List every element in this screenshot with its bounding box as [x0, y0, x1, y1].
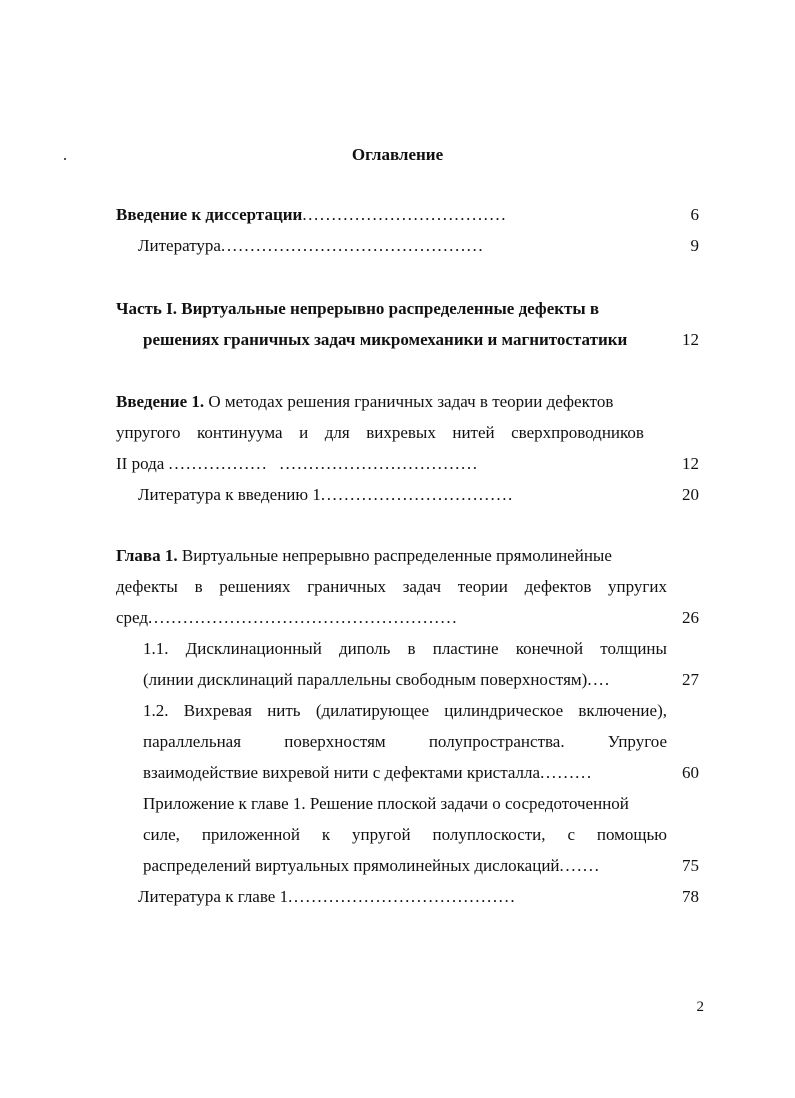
word: континуума — [197, 423, 283, 442]
toc-text-app1-cont: распределений виртуальных прямолинейных дислокаций — [143, 856, 560, 875]
word: полуплоскости, — [432, 825, 546, 844]
word: с — [567, 825, 575, 844]
toc-text-ch1-cont: сред — [116, 608, 149, 627]
leader-dots: ................. .................................. — [168, 454, 479, 473]
toc-line-intro-diss — [116, 199, 507, 230]
toc-line-lit — [138, 230, 484, 261]
word: включение), — [578, 701, 667, 720]
leader-dots: ....................................... — [288, 887, 517, 906]
toc-text-ch1: Виртуальные непрерывно распределенные прямолинейные — [177, 546, 612, 565]
word: вихревых — [366, 423, 436, 442]
word: для — [324, 423, 350, 442]
toc-text-s11: (линии дисклинаций параллельны свободным поверхностям) — [143, 670, 588, 689]
toc-heading-intro-diss: Введение к диссертации — [116, 205, 303, 224]
toc-line-ch1-1 — [116, 540, 612, 571]
leader-dots: ................................... — [302, 205, 508, 224]
word: дефекты — [116, 577, 178, 596]
toc-line-s12-3 — [143, 757, 593, 788]
page-ref-lit: 9 — [690, 236, 699, 255]
word: в — [194, 577, 203, 596]
word: нить — [267, 701, 301, 720]
word: Дисклинационный — [185, 639, 322, 658]
word: задач — [402, 577, 442, 596]
toc-heading-part1: Часть I. Виртуальные непрерывно распределенные дефекты в — [116, 299, 600, 318]
leader-dots: ................................. — [320, 485, 514, 504]
toc-line-intro1-2 — [116, 417, 644, 448]
leader-dots: ..................................................... — [148, 608, 459, 627]
toc-line-part1-1 — [116, 293, 599, 324]
toc-line-part1-2 — [143, 324, 627, 355]
word: решениях — [219, 577, 291, 596]
toc-line-ch1-2 — [116, 571, 667, 602]
word: цилиндрическое — [444, 701, 564, 720]
page-ref-intro-diss: 6 — [690, 205, 699, 224]
word: граничных — [307, 577, 386, 596]
page-number: 2 — [696, 999, 704, 1015]
word: нитей — [452, 423, 495, 442]
toc-line-s12-2 — [143, 726, 667, 757]
toc-line-intro1-1 — [116, 386, 613, 417]
word: (дилатирующее — [315, 701, 430, 720]
leader-dots: ....... — [559, 856, 601, 875]
leader-dots: ......... — [540, 763, 593, 782]
word: теории — [457, 577, 508, 596]
toc-line-lit-ch1 — [138, 881, 516, 912]
toc-text-intro1: О методах решения граничных задач в теории дефектов — [204, 392, 614, 411]
word: Вихревая — [183, 701, 252, 720]
toc-line-app1-3 — [143, 850, 600, 881]
toc-heading-ch1: Глава 1. — [116, 546, 178, 565]
word: и — [299, 423, 309, 442]
toc-line-s11-2 — [143, 664, 611, 695]
word: 1.1. — [143, 639, 169, 658]
toc-line-app1-2 — [143, 819, 667, 850]
toc-line-ch1-3 — [116, 602, 458, 633]
page-ref-part1: 12 — [682, 330, 699, 349]
word: силе, — [143, 825, 180, 844]
toc-line-intro1-3 — [116, 448, 479, 479]
word: упругих — [608, 577, 667, 596]
toc-text-s12: взаимодействие вихревой нити с дефектами кристалла — [143, 763, 541, 782]
toc-line-s12-1 — [143, 695, 667, 726]
leader-dots: .... — [587, 670, 611, 689]
toc-text-intro1-cont: II рода — [116, 454, 165, 473]
word: к — [321, 825, 331, 844]
toc-heading-intro1: Введение 1. — [116, 392, 205, 411]
leader-dots: ............................................. — [220, 236, 485, 255]
word: дефектов — [524, 577, 592, 596]
word: упругого — [116, 423, 181, 442]
word: 1.2. — [143, 701, 169, 720]
word: пластине — [432, 639, 499, 658]
word: сверхпроводников — [511, 423, 644, 442]
page-title: Оглавление — [351, 145, 444, 164]
page-ref-app1: 75 — [682, 856, 699, 875]
toc-text-lit: Литература — [138, 236, 221, 255]
page-ref-lit-intro1: 20 — [682, 485, 699, 504]
toc-text-lit-intro1: Литература к введению 1 — [138, 485, 321, 504]
word: поверхностям — [284, 732, 386, 751]
word: упругой — [352, 825, 411, 844]
word: полупространства. — [428, 732, 565, 751]
word: помощью — [596, 825, 667, 844]
word: параллельная — [143, 732, 242, 751]
toc-text-lit-ch1: Литература к главе 1 — [138, 887, 289, 906]
page-ref-ch1: 26 — [682, 608, 699, 627]
toc-line-app1-1 — [143, 788, 629, 819]
word: приложенной — [201, 825, 300, 844]
page-ref-s12: 60 — [682, 763, 699, 782]
word: Упругое — [607, 732, 667, 751]
word: в — [407, 639, 416, 658]
word: диполь — [338, 639, 391, 658]
toc-text-app1: Приложение к главе 1. Решение плоской задачи о сосредоточенной — [143, 794, 629, 813]
page-ref-intro1: 12 — [682, 454, 699, 473]
toc-line-s11-1 — [143, 633, 667, 664]
word: толщины — [600, 639, 667, 658]
word: конечной — [515, 639, 584, 658]
page-ref-lit-ch1: 78 — [682, 887, 699, 906]
toc-heading-part1-cont: решениях граничных задач микромеханики и магнитостатики — [143, 330, 628, 349]
page-ref-s11: 27 — [682, 670, 699, 689]
toc-line-lit-intro1 — [138, 479, 514, 510]
